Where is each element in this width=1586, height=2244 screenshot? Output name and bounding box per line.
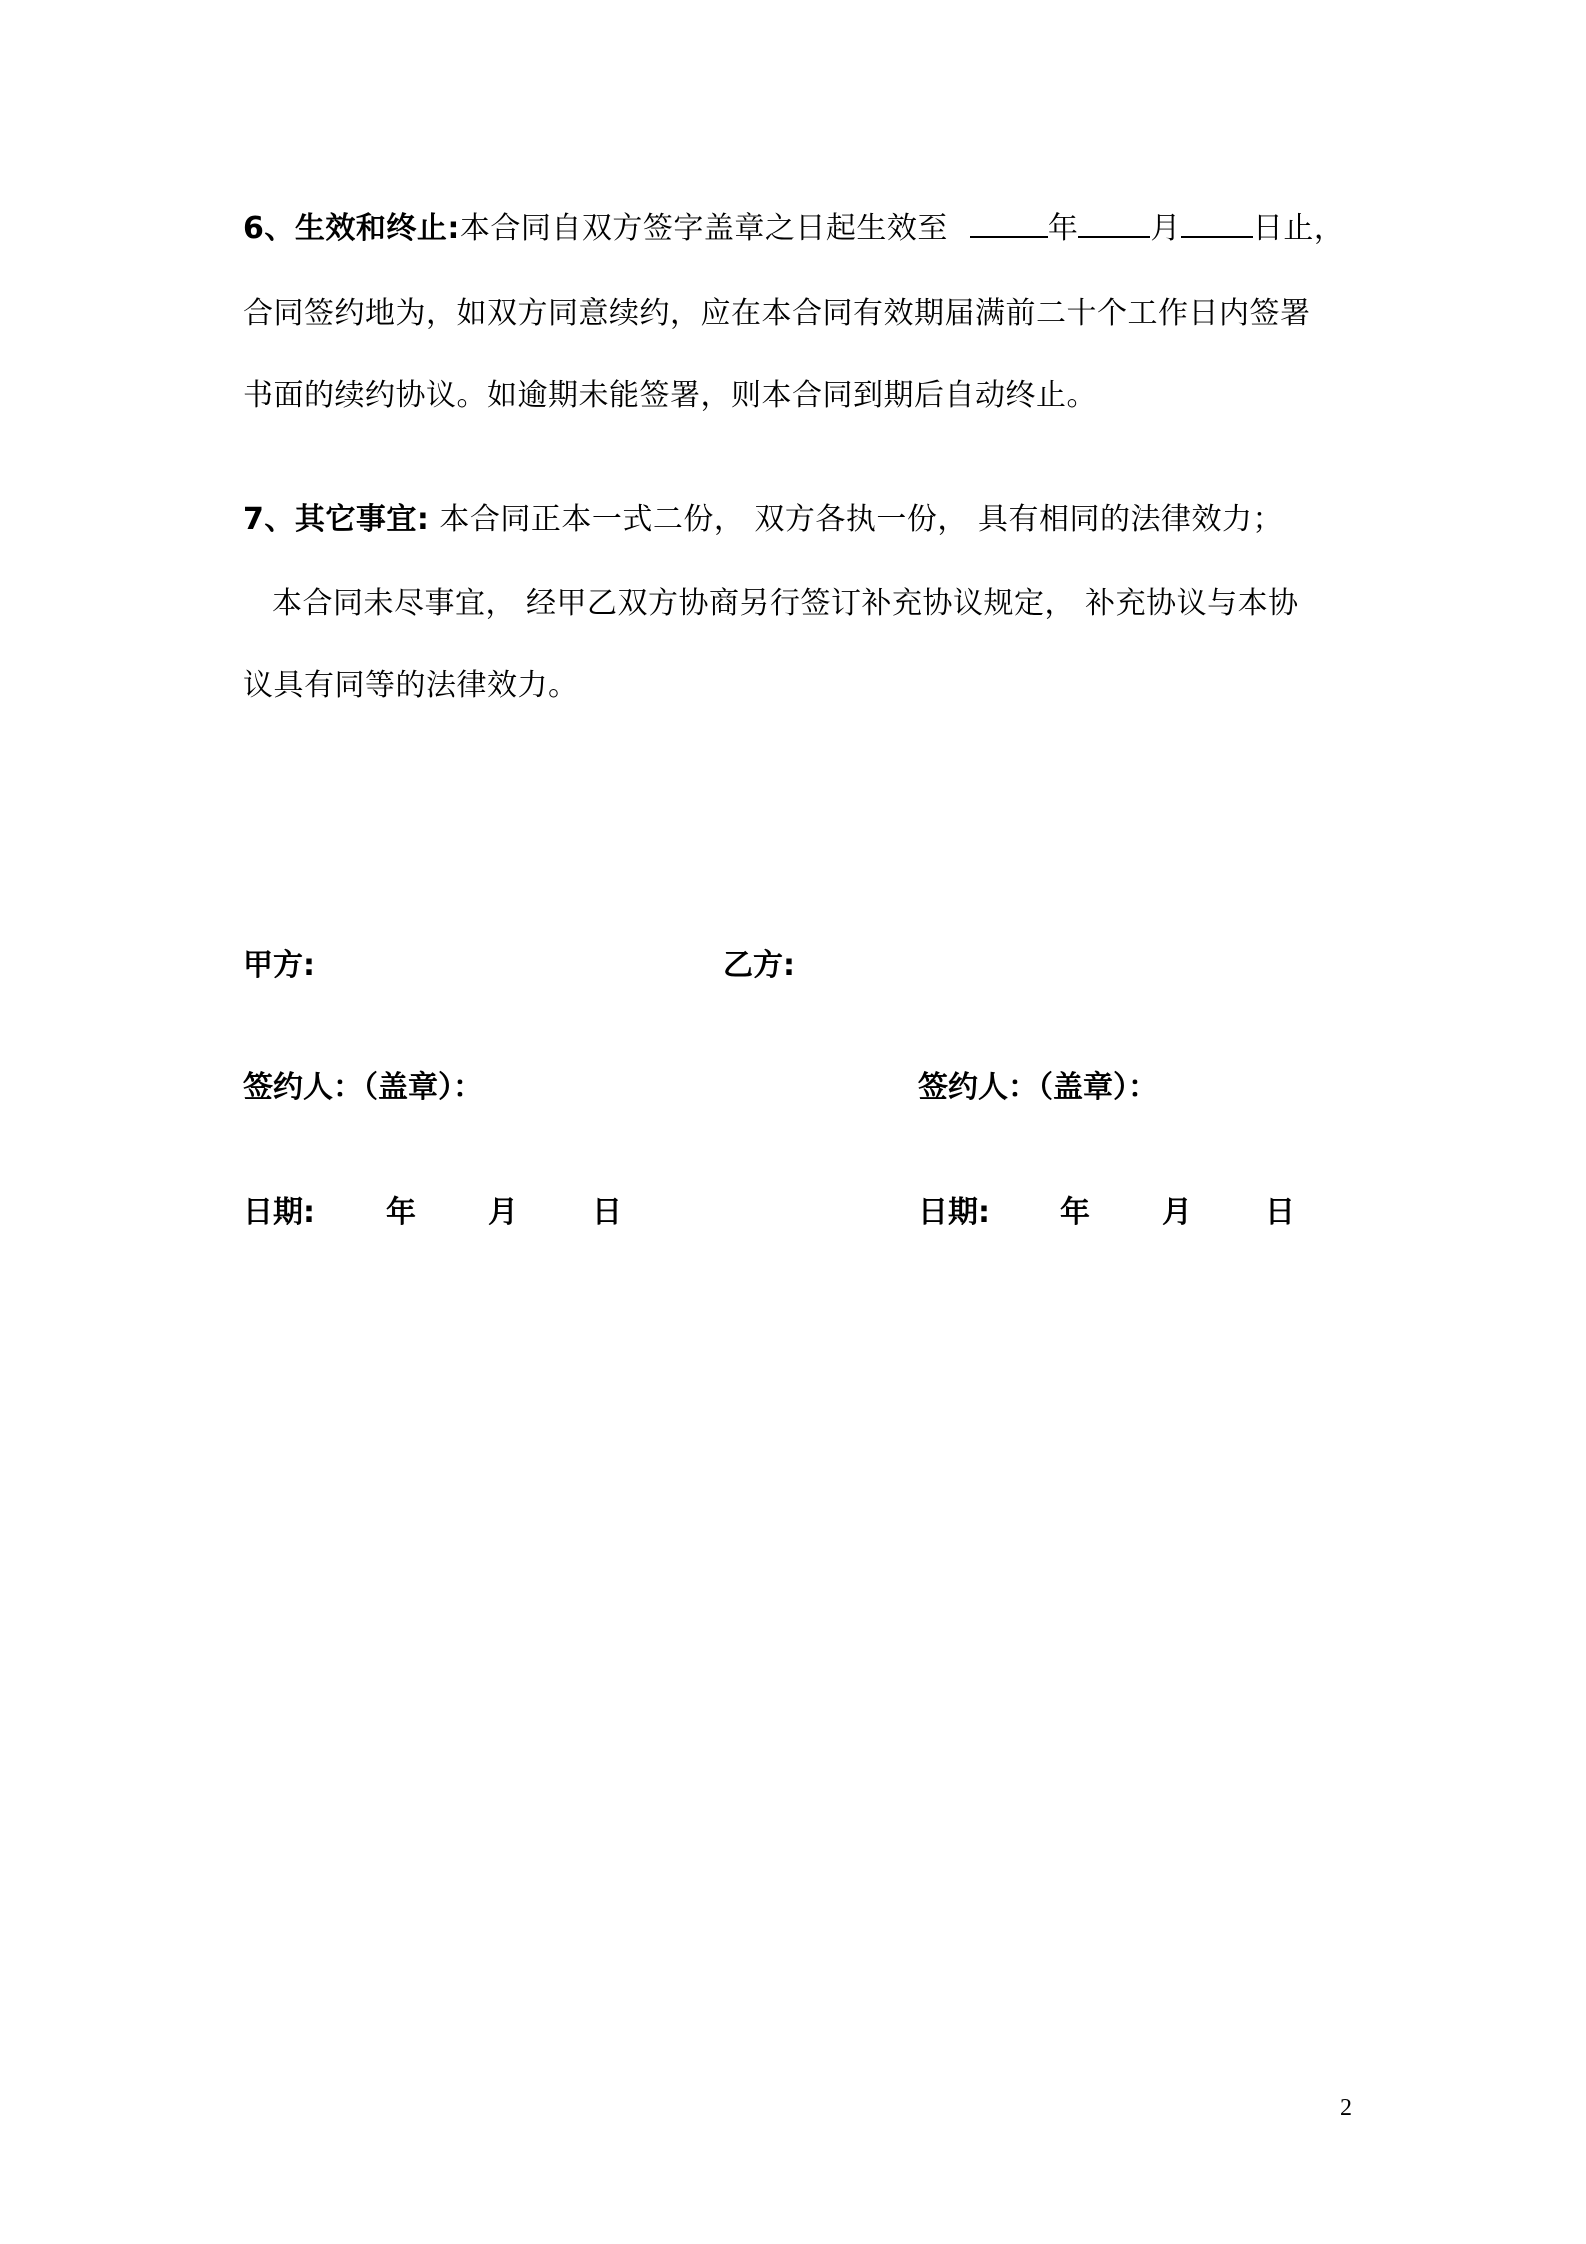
- day-end-label: 日止，: [1252, 211, 1345, 246]
- clause-7-line-2: 本合同未尽事宜， 经甲乙双方协商另行签订补充协议规定， 补充协议与本协: [272, 586, 1299, 621]
- clause-6-line-3: 书面的续约协议。如逾期未能签署，则本合同到期后自动终止。: [243, 378, 1097, 413]
- clause-7-line-1: [243, 500, 1283, 540]
- date-b-year: 年: [1060, 1195, 1090, 1230]
- clause-7-heading: 7、其它事宜:: [243, 502, 430, 537]
- clause-6-heading: 6、生效和终止:: [243, 211, 460, 246]
- date-a-year: 年: [386, 1195, 416, 1230]
- date-a-label: 日期:: [243, 1195, 315, 1230]
- party-b-label: 乙方:: [723, 948, 795, 983]
- clause-6-text: 本合同自双方签字盖章之日起生效至: [459, 211, 948, 246]
- signer-a-label: 签约人：（盖章）：: [243, 1070, 483, 1105]
- page-number: 2: [1340, 2095, 1352, 2121]
- year-blank[interactable]: [970, 210, 1048, 238]
- day-blank[interactable]: [1181, 210, 1253, 238]
- date-b-label: 日期:: [918, 1195, 990, 1230]
- clause-7-line-3: 议具有同等的法律效力。: [243, 668, 579, 703]
- signer-b-label: 签约人：（盖章）：: [918, 1070, 1158, 1105]
- clause-6-line-2: 合同签约地为，如双方同意续约，应在本合同有效期届满前二十个工作日内签署: [243, 296, 1311, 331]
- party-a-label: 甲方:: [243, 948, 315, 983]
- year-label: 年: [1047, 211, 1079, 246]
- month-blank[interactable]: [1078, 210, 1150, 238]
- clause-7-text: 本合同正本一式二份， 双方各执一份， 具有相同的法律效力；: [439, 502, 1283, 537]
- month-label: 月: [1150, 211, 1181, 246]
- clause-6-line-1: [243, 209, 1344, 249]
- date-a-day: 日: [592, 1195, 622, 1230]
- date-b-day: 日: [1265, 1195, 1295, 1230]
- date-b-month: 月: [1162, 1195, 1192, 1230]
- date-a-month: 月: [488, 1195, 518, 1230]
